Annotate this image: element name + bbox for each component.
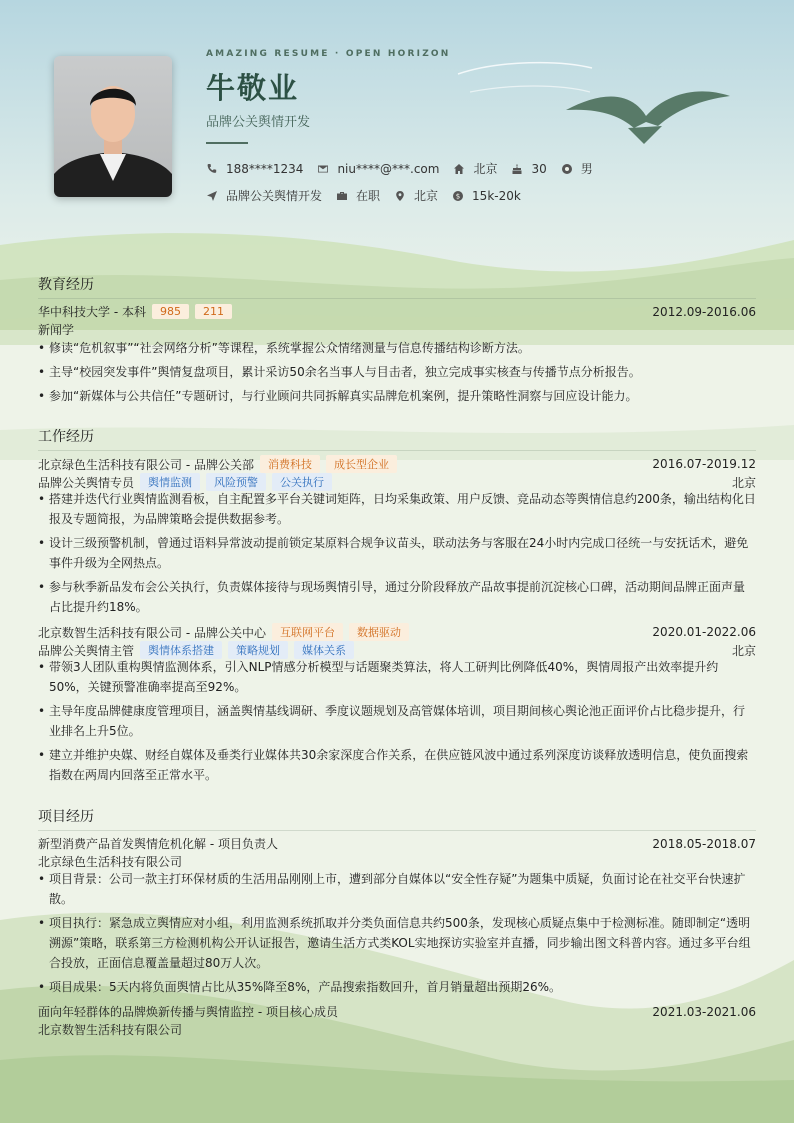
- project-bullet: • 项目背景：公司一款主打环保材质的生活用品刚刚上市，遭到部分自媒体以“安全性存疑”为题集中质疑，负面讨论在社交平台快速扩散。: [38, 869, 756, 909]
- job-city: 北京: [731, 475, 756, 490]
- school-tag: 211: [195, 304, 232, 319]
- role-tag: 策略规划: [228, 641, 288, 659]
- residence-text: 北京: [473, 162, 498, 176]
- project-company-row: [38, 1021, 756, 1038]
- project-date: 2018.05-2018.07: [652, 836, 756, 851]
- job-header: [38, 623, 756, 641]
- gender-icon: [561, 163, 573, 175]
- job-bullet: • 设计三级预警机制，曾通过语料异常波动提前锁定某原料合规争议苗头，联动法务与客服在24小时内完成口径统一与安抚话术，避免事件升级为全网热点。: [38, 533, 756, 573]
- job-role: 品牌公关舆情主管: [38, 643, 135, 658]
- contact-row: [206, 160, 607, 177]
- job-bullet: • 带领3人团队重构舆情监测体系，引入NLP情感分析模型与话题聚类算法，将人工研判比例降低40%，舆情周报产出效率提升约50%，关键预警准确率提高至92%。: [38, 657, 756, 697]
- school-name: 华中科技大学 - 本科: [38, 305, 146, 319]
- candidate-name: 牛敬业: [206, 71, 300, 105]
- education-header: [38, 303, 756, 320]
- education-bullet: • 参加“新媒体与公共信任”专题研讨，与行业顾问共同拆解真实品牌危机案例，提升策略性洞察与回应设计能力。: [38, 386, 756, 406]
- phone-icon: [206, 163, 218, 175]
- age-item: [511, 162, 546, 176]
- major-row: [38, 321, 756, 338]
- gender-item: [561, 160, 593, 177]
- job-date: 2016.07-2019.12: [652, 457, 756, 471]
- company-tag: 消费科技: [260, 455, 320, 473]
- phone-text: 188****1234: [226, 161, 304, 176]
- target-position-item: [206, 187, 322, 204]
- job-role: 品牌公关舆情专员: [38, 475, 135, 490]
- education-bullet: • 修读“危机叙事”“社会网络分析”等课程，系统掌握公众情绪测量与信息传播结构诊断方法。: [38, 338, 756, 358]
- project-bullet: • 项目成果：5天内将负面舆情占比从35%降至8%，产品搜索指数回升，首月销量超出预期26%。: [38, 977, 756, 997]
- education-bullets: [38, 338, 756, 410]
- tagline: AMAZING RESUME · OPEN HORIZON: [206, 49, 451, 59]
- company-tag: 数据驱动: [349, 623, 409, 641]
- projects-section-title: 项目经历: [38, 806, 756, 831]
- role-tag: 媒体关系: [294, 641, 354, 659]
- target-position-text: 品牌公关舆情开发: [226, 189, 323, 203]
- project-company-row: [38, 853, 756, 870]
- cake-icon: [511, 163, 523, 175]
- project-date: 2021.03-2021.06: [652, 1004, 756, 1019]
- project-name: 新型消费产品首发舆情危机化解 - 项目负责人: [38, 837, 278, 851]
- project-bullet: • 项目执行：紧急成立舆情应对小组，利用监测系统抓取并分类负面信息共约500条，发现核心质疑点集中于检测标准。随即制定“透明溯源”策略，联系第三方检测机构公开认证报告，邀请生活方式类KOL实地探访实验室并直播，同步输出图文科普内容。通过多平台组合投放，正面信息覆盖量超过80万人次。: [38, 913, 756, 973]
- svg-text:$: $: [455, 192, 461, 200]
- job-intent-row: [206, 187, 535, 204]
- send-icon: [206, 190, 218, 202]
- job-city: 北京: [731, 643, 756, 658]
- job-date: 2020.01-2022.06: [652, 625, 756, 639]
- work-section-title: 工作经历: [38, 426, 756, 451]
- mail-icon: [317, 163, 329, 175]
- role-tag: 舆情监测: [140, 473, 200, 491]
- project-company: 北京绿色生活科技有限公司: [38, 855, 183, 869]
- residence-item: [453, 160, 497, 177]
- project-header: [38, 1003, 756, 1020]
- job-bullets: [38, 489, 756, 621]
- target-city-text: 北京: [414, 189, 439, 203]
- job-bullet: • 建立并维护央媒、财经自媒体及垂类行业媒体共30余家深度合作关系，在供应链风波中通过系列深度访谈释放透明信息，使负面搜索指数在两周内回落至正常水平。: [38, 745, 756, 785]
- education-section-title: 教育经历: [38, 274, 756, 299]
- job-header: [38, 455, 756, 473]
- role-tag: 公关执行: [272, 473, 332, 491]
- company-tag: 成长型企业: [326, 455, 397, 473]
- job-bullets: [38, 657, 756, 789]
- status-text: 在职: [356, 189, 381, 203]
- project-bullets: [38, 869, 756, 1001]
- school-tag: 985: [152, 304, 189, 319]
- major: 新闻学: [38, 323, 75, 337]
- role-tag: 舆情体系搭建: [140, 641, 222, 659]
- job-bullet: • 主导年度品牌健康度管理项目，涵盖舆情基线调研、季度议题规划及高管媒体培训，项目期间核心舆论池正面评价占比稳步提升，行业排名上升5位。: [38, 701, 756, 741]
- project-header: [38, 835, 756, 852]
- phone-item: [206, 162, 303, 176]
- gender-text: 男: [580, 162, 593, 176]
- profile-photo: [54, 56, 172, 197]
- project-company: 北京数智生活科技有限公司: [38, 1023, 183, 1037]
- company-tag: 互联网平台: [272, 623, 343, 641]
- job-bullet: • 参与秋季新品发布会公关执行，负责媒体接待与现场舆情引导，通过分阶段释放产品故事提前沉淀核心口碑，活动期间品牌正面声量占比提升约18%。: [38, 577, 756, 617]
- job-bullet: • 搭建并迭代行业舆情监测看板，自主配置多平台关键词矩阵，日均采集政策、用户反馈、竞品动态等舆情信息约200条，输出结构化日报及专题简报，为品牌策略会提供数据参考。: [38, 489, 756, 529]
- home-icon: [453, 163, 465, 175]
- header-divider: [206, 142, 248, 144]
- target-city-item: [394, 187, 438, 204]
- job-intent-subtitle: 品牌公关舆情开发: [206, 115, 311, 130]
- education-date: 2012.09-2016.06: [652, 304, 756, 319]
- job-company: 北京数智生活科技有限公司 - 品牌公关中心: [38, 625, 266, 640]
- role-tag: 风险预警: [206, 473, 266, 491]
- location-icon: [394, 190, 406, 202]
- salary-text: 15k-20k: [472, 188, 521, 203]
- age-text: 30: [531, 161, 547, 176]
- status-item: [336, 187, 380, 204]
- education-bullet: • 主导“校园突发事件”舆情复盘项目，累计采访50余名当事人与目击者，独立完成事实核查与传播节点分析报告。: [38, 362, 756, 382]
- project-name: 面向年轻群体的品牌焕新传播与舆情监控 - 项目核心成员: [38, 1005, 338, 1019]
- money-icon: [452, 190, 464, 202]
- avatar: [54, 56, 172, 197]
- email-text: niu****@***.com: [337, 161, 440, 176]
- email-item: [317, 162, 439, 176]
- salary-item: [452, 189, 521, 203]
- briefcase-icon: [336, 190, 348, 202]
- job-company: 北京绿色生活科技有限公司 - 品牌公关部: [38, 457, 254, 472]
